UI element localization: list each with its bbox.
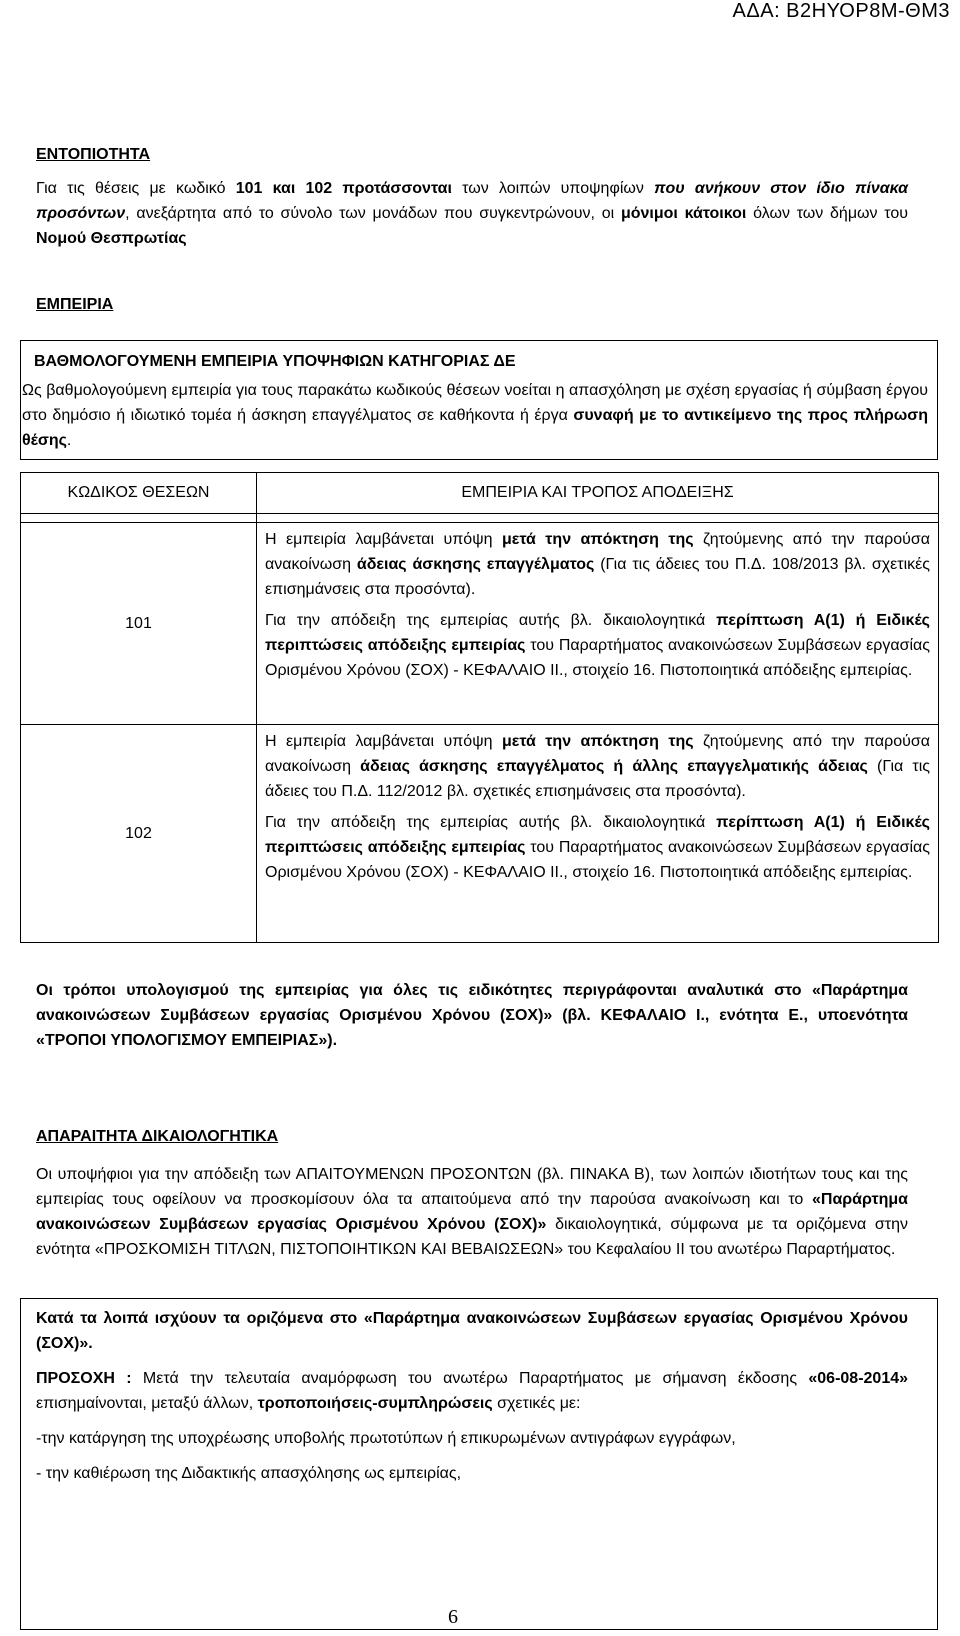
text-run: Για τις θέσεις με κωδικό [36,180,236,197]
text-run: . [66,432,72,449]
text-run-bold-italic: που ανήκουν στον ίδιο πίνακα προσόντων [36,180,908,222]
text-run-bold: 101 και 102 προτάσσονται [235,180,452,197]
experience-box-text [22,378,928,453]
entopiotita-section [36,146,908,251]
text-run: επισημαίνονται, μεταξύ άλλων, [36,1395,258,1412]
text-run: του Παραρτήματος ανακοινώσεων Συμβάσεων εργασίας Ορισμένου Χρόνου (ΣΟΧ) - ΚΕΦΑΛΑΙΟ ΙΙ., στοιχείο 16. Πιστοποιητικά απόδειξης εμπειρίας. [265,839,931,881]
text-run-bold: άδειας άσκησης επαγγέλματος [356,556,595,573]
spacer [257,514,939,523]
empeiria-title: ΕΜΠΕΙΡΙΑ [36,296,114,313]
note-content [36,1306,908,1496]
text-run-bold: μετά την απόκτηση της [501,733,694,750]
text-run-bold: περίπτωση Α(1) ή Ειδικές περιπτώσεις απόδειξης εμπειρίας [265,612,931,654]
entopiotita-title: ΕΝΤΟΠΙΟΤΗΤΑ [36,146,151,163]
text-run-bold: συναφή με το αντικείμενο της προς πλήρωση θέσης [22,407,928,449]
dikaiologitika-section [36,1128,908,1262]
text-run: ζητούμενης από την παρούσα ανακοίνωση [265,531,930,573]
text-run: όλων των δήμων του [746,205,909,222]
attention-text [36,1366,908,1416]
tropoi-text: Οι τρόποι υπολογισμού της εμπειρίας για όλες τις ειδικότητες περιγράφονται αναλυτικά στο «Παράρτημα ανακοινώσεων Συμβάσεων εργασίας Ορισμένου Χρόνου (ΣΟΧ)» (βλ. ΚΕΦΑΛΑΙΟ Ι., ενότητα Ε., υποενότητα «ΤΡΟΠΟΙ ΥΠΟΛΟΓΙΣΜΟΥ ΕΜΠΕΙΡΙΑΣ»). [36,982,908,1049]
table-row [21,523,939,725]
text-run: σχετικές με: [492,1395,581,1412]
text-run: (Για τις άδειες του Π.Δ. 112/2012 βλ. σχετικές επισημάνσεις στα προσόντα). [265,758,930,800]
col-header-code: ΚΩΔΙΚΟΣ ΘΕΣΕΩΝ [21,473,257,514]
text-run-bold: τροποποιήσεις-συμπληρώσεις [257,1395,493,1412]
list-item: - την καθιέρωση της Διδακτικής απασχόλησης ως εμπειρίας, [36,1465,462,1482]
text-run-bold: μετά την απόκτηση της [501,531,694,548]
text-run: Για την απόδειξη της εμπειρίας αυτής βλ. δικαιολογητικά [265,814,717,831]
text-run: Η εμπειρία λαμβάνεται υπόψη [265,531,502,548]
ada-code: ΑΔΑ: Β2ΗΥΟΡ8Μ-ΘΜ3 [732,0,950,22]
tropoi-section [36,978,908,1053]
col-header-experience: ΕΜΠΕΙΡΙΑ ΚΑΙ ΤΡΟΠΟΣ ΑΠΟΔΕΙΞΗΣ [257,473,939,514]
empeiria-heading-wrap [36,296,908,314]
code-cell: 102 [21,725,257,943]
experience-cell [257,523,939,725]
spacer [21,514,257,523]
text-run: Μετά την τελευταία αναμόρφωση του ανωτέρω Παραρτήματος με σήμανση έκδοσης [131,1370,809,1387]
text-run: των λοιπών υποψηφίων [451,180,655,197]
text-run-bold: ΠΡΟΣΟΧΗ : [36,1370,132,1387]
text-run: του Παραρτήματος ανακοινώσεων Συμβάσεων εργασίας Ορισμένου Χρόνου (ΣΟΧ) - ΚΕΦΑΛΑΙΟ ΙΙ., στοιχείο 16. Πιστοποιητικά απόδειξης εμπειρίας. [265,637,931,679]
experience-cell [257,725,939,943]
text-run: δικαιολογητικά, σύμφωνα με τα οριζόμενα στην ενότητα «ΠΡΟΣΚΟΜΙΣΗ ΤΙΤΛΩΝ, ΠΙΣΤΟΠΟΙΗΤΙΚΩΝ ΚΑΙ ΒΕΒΑΙΩΣΕΩΝ» του Κεφαλαίου ΙΙ του ανωτέρω Παραρτήματος. [36,1216,908,1258]
code-cell: 101 [21,523,257,725]
text-run-bold: Νομού Θεσπρωτίας [36,230,187,247]
note-text: Κατά τα λοιπά ισχύουν τα οριζόμενα στο «Παράρτημα ανακοινώσεων Συμβάσεων εργασίας Ορισμένου Χρόνου (ΣΟΧ)». [36,1310,908,1352]
text-run: Η εμπειρία λαμβάνεται υπόψη [265,733,502,750]
dikaiologitika-text [36,1162,908,1262]
experience-table [20,472,939,943]
text-run-bold: «Παράρτημα ανακοινώσεων Συμβάσεων εργασίας Ορισμένου Χρόνου (ΣΟΧ)» [36,1191,908,1233]
text-run: Ως βαθμολογούμενη εμπειρία για τους παρακάτω κωδικούς θέσεων νοείται η απασχόληση με σχέση εργασίας ή σύμβαση έργου στο δημόσιο ή ιδιωτικό τομέα ή άσκηση επαγγέλματος σε καθήκοντα ή έργα [22,382,928,424]
dikaiologitika-title: ΑΠΑΡΑΙΤΗΤΑ ΔΙΚΑΙΟΛΟΓΗΤΙΚΑ [36,1128,279,1145]
text-run: ζητούμενης από την παρούσα ανακοίνωση [265,733,930,775]
text-run: (Για τις άδειες του Π.Δ. 108/2013 βλ. σχετικές επισημάνσεις στα προσόντα). [265,556,931,598]
experience-box-title: ΒΑΘΜΟΛΟΓΟΥΜΕΝΗ ΕΜΠΕΙΡΙΑ ΥΠΟΨΗΦΙΩΝ ΚΑΤΗΓΟΡΙΑΣ ΔΕ [34,353,516,370]
text-run-bold: μόνιμοι κάτοικοι [620,205,747,222]
text-run: Οι υποψήφιοι για την απόδειξη των ΑΠΑΙΤΟΥΜΕΝΩΝ ΠΡΟΣΟΝΤΩΝ (βλ. ΠΙΝΑΚΑ Β), των λοιπών ιδιοτήτων τους και της εμπειρίας τους οφείλουν να προσκομίσουν όλα τα απαιτούμενα από την παρούσα ανακοίνωση και το [36,1166,908,1208]
list-item: -την κατάργηση της υποχρέωσης υποβολής πρωτοτύπων ή επικυρωμένων αντιγράφων εγγράφων, [36,1430,736,1447]
page-number: 6 [448,1606,458,1628]
entopiotita-text [36,176,908,251]
text-run-bold: περίπτωση Α(1) ή Ειδικές περιπτώσεις απόδειξης εμπειρίας [265,814,931,856]
table-row [21,725,939,943]
text-run: Για την απόδειξη της εμπειρίας αυτής βλ. δικαιολογητικά [265,612,717,629]
text-run-bold: «06-08-2014» [808,1370,909,1387]
text-run-bold: άδειας άσκησης επαγγέλματος ή άλλης επαγγελματικής άδειας [360,758,868,775]
text-run: , ανεξάρτητα από το σύνολο των μονάδων που συγκεντρώνουν, οι [125,205,621,222]
